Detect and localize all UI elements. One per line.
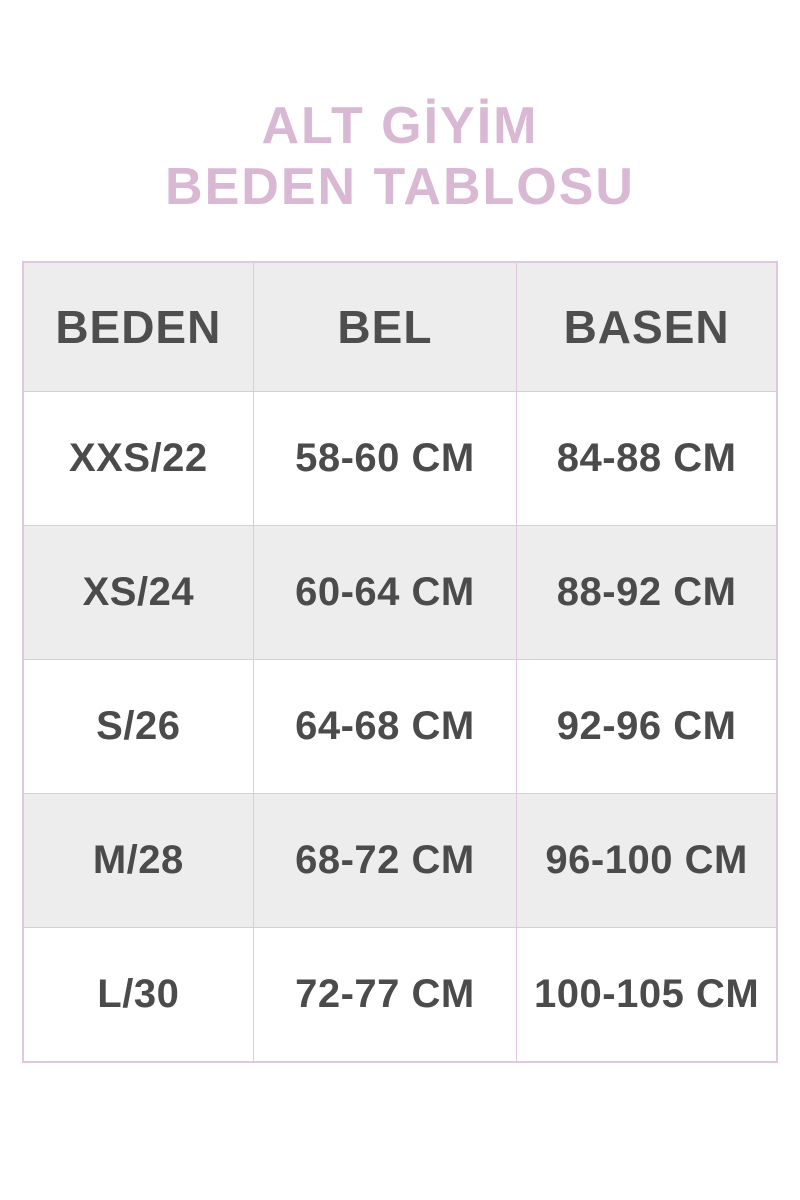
cell-beden: [24, 391, 254, 525]
cell-basen-value: 96-100 CM: [545, 838, 748, 883]
cell-bel-value: 58-60 CM: [295, 436, 475, 481]
cell-bel: [253, 927, 517, 1061]
column-header-basen: [517, 262, 777, 391]
cell-basen-value: 84-88 CM: [556, 436, 737, 481]
cell-beden: [24, 927, 254, 1061]
column-header-bel: [253, 262, 517, 391]
cell-beden-value: M/28: [92, 838, 184, 883]
table-row: [24, 391, 777, 525]
table-row: [24, 927, 777, 1061]
size-table-container: [22, 261, 778, 1063]
page-title: [0, 0, 800, 219]
cell-beden-value: S/26: [96, 704, 181, 749]
table-row: [24, 525, 777, 659]
cell-beden-value: XXS/22: [69, 436, 208, 481]
cell-basen-value: 92-96 CM: [556, 704, 737, 749]
table-row: [24, 793, 777, 927]
cell-beden: [24, 659, 254, 793]
table-body: [24, 391, 777, 1061]
size-table: [23, 262, 777, 1062]
cell-bel: [253, 525, 517, 659]
cell-bel: [253, 659, 517, 793]
cell-beden-value: XS/24: [82, 570, 195, 615]
column-header-beden: [24, 262, 254, 391]
cell-basen-value: 100-105 CM: [534, 972, 760, 1017]
table-header: [24, 262, 777, 391]
cell-bel-value: 72-77 CM: [295, 972, 475, 1017]
cell-beden: [24, 793, 254, 927]
cell-basen-value: 88-92 CM: [556, 570, 737, 615]
cell-basen: [517, 525, 777, 659]
cell-bel-value: 64-68 CM: [295, 704, 475, 749]
cell-beden-value: L/30: [97, 972, 180, 1017]
column-header-basen-label: BASEN: [563, 300, 730, 353]
cell-basen: [517, 927, 777, 1061]
column-header-beden-label: BEDEN: [55, 300, 222, 353]
cell-bel: [253, 391, 517, 525]
cell-bel-value: 60-64 CM: [295, 570, 475, 615]
table-row: [24, 659, 777, 793]
cell-basen: [517, 659, 777, 793]
column-header-bel-label: BEL: [337, 300, 433, 353]
title-line-1: ALT GİYİM: [261, 97, 539, 155]
table-header-row: [24, 262, 777, 391]
cell-bel-value: 68-72 CM: [295, 838, 475, 883]
cell-basen: [517, 391, 777, 525]
cell-beden: [24, 525, 254, 659]
cell-bel: [253, 793, 517, 927]
cell-basen: [517, 793, 777, 927]
title-line-2: BEDEN TABLOSU: [165, 158, 635, 217]
